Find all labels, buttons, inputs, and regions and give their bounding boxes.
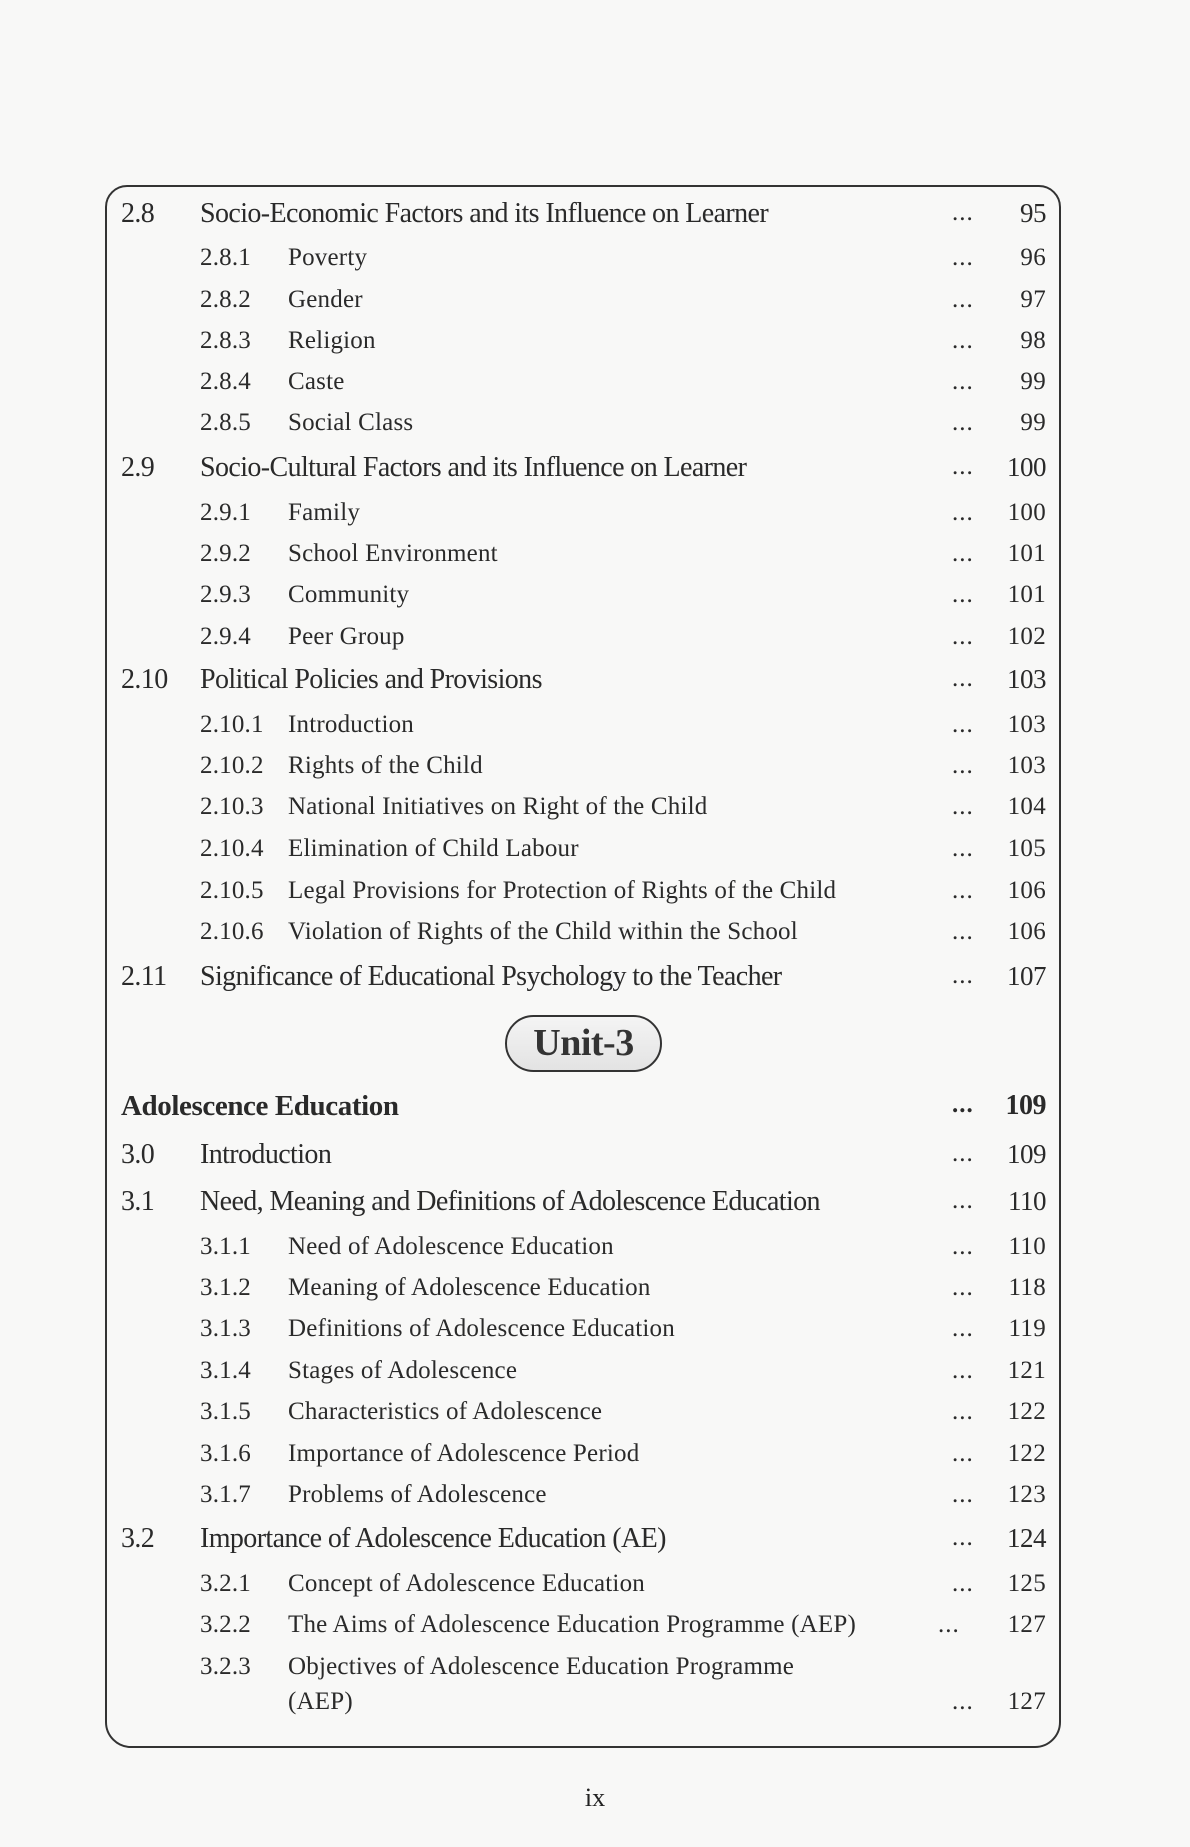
dot-leader: ... — [952, 1140, 974, 1167]
entry-number: 3.1.1 — [200, 1233, 251, 1260]
entry-number: 3.1.5 — [200, 1398, 251, 1425]
toc-entry[interactable] — [0, 454, 1190, 494]
entry-page: 118 — [1008, 1274, 1046, 1301]
dot-leader: ... — [952, 286, 974, 313]
entry-page: 107 — [1007, 961, 1046, 991]
entry-title: Importance of Adolescence Period — [288, 1440, 640, 1467]
toc-entry[interactable] — [0, 1141, 1190, 1181]
entry-number: 3.1.2 — [200, 1274, 251, 1301]
entry-page: 105 — [1007, 835, 1046, 862]
dot-leader: ... — [952, 199, 974, 226]
entry-page: 119 — [1008, 1315, 1046, 1342]
entry-page: 121 — [1007, 1357, 1046, 1384]
dot-leader: ... — [952, 1091, 974, 1118]
entry-page: 104 — [1007, 793, 1046, 820]
toc-entry[interactable] — [0, 541, 1190, 581]
entry-page: 127 — [1007, 1688, 1046, 1715]
entry-number: 3.2.3 — [200, 1653, 251, 1680]
dot-leader: ... — [952, 1315, 974, 1342]
entry-title: Definitions of Adolescence Education — [288, 1315, 675, 1342]
toc-entry[interactable] — [0, 624, 1190, 664]
entry-number: 2.8.4 — [200, 368, 251, 395]
dot-leader: ... — [952, 540, 974, 567]
entry-page: 103 — [1007, 711, 1046, 738]
entry-number: 2.8.3 — [200, 327, 251, 354]
toc-entry[interactable] — [0, 1188, 1190, 1228]
entry-number: 2.8.5 — [200, 409, 251, 436]
toc-entry[interactable] — [0, 1525, 1190, 1565]
entry-title: Objectives of Adolescence Education Programme — [288, 1653, 795, 1680]
toc-entry[interactable] — [0, 1653, 1190, 1715]
entry-title: Gender — [288, 286, 363, 313]
entry-title: Importance of Adolescence Education (AE) — [200, 1523, 666, 1554]
entry-page: 122 — [1007, 1398, 1046, 1425]
dot-leader: ... — [952, 453, 974, 480]
entry-number: 2.11 — [121, 961, 167, 992]
toc-entry[interactable] — [0, 1441, 1190, 1481]
dot-leader: ... — [952, 1481, 974, 1508]
entry-title: Peer Group — [288, 623, 405, 650]
entry-number: 2.9.1 — [200, 499, 251, 526]
entry-title: Political Policies and Provisions — [200, 664, 542, 695]
entry-title: Meaning of Adolescence Education — [288, 1274, 651, 1301]
entry-title: Significance of Educational Psychology to the Teacher — [200, 961, 782, 992]
entry-number: 2.9 — [121, 452, 155, 483]
toc-entry[interactable] — [0, 1234, 1190, 1274]
toc-entry[interactable] — [0, 1275, 1190, 1315]
entry-number: 2.10 — [121, 664, 168, 695]
entry-number: 2.10.3 — [200, 793, 264, 820]
entry-page: 96 — [1020, 244, 1046, 271]
entry-number: 3.1 — [121, 1186, 155, 1217]
entry-page: 102 — [1007, 623, 1046, 650]
entry-number: 2.9.4 — [200, 623, 251, 650]
entry-title: Socio-Cultural Factors and its Influence on Learner — [200, 452, 747, 483]
toc-entry[interactable] — [0, 963, 1190, 1003]
dot-leader: ... — [952, 1274, 974, 1301]
toc-entry[interactable] — [0, 1482, 1190, 1522]
entry-page: 124 — [1007, 1523, 1046, 1553]
entry-title: Characteristics of Adolescence — [288, 1398, 603, 1425]
entry-title: Religion — [288, 327, 376, 354]
entry-title: School Environment — [288, 540, 498, 567]
dot-leader: ... — [952, 244, 974, 271]
dot-leader: ... — [952, 1233, 974, 1260]
entry-number: 3.2 — [121, 1523, 155, 1554]
dot-leader: ... — [952, 1187, 974, 1214]
entry-page: 109 — [1007, 1139, 1046, 1169]
entry-page: 100 — [1007, 499, 1046, 526]
toc-entry[interactable] — [0, 500, 1190, 540]
dot-leader: ... — [952, 711, 974, 738]
entry-page: 125 — [1007, 1570, 1046, 1597]
unit-label: Unit-3 — [505, 1015, 662, 1072]
entry-page: 103 — [1007, 664, 1046, 694]
entry-number: 2.8 — [121, 198, 155, 229]
entry-page: 99 — [1020, 368, 1046, 395]
dot-leader: ... — [938, 1611, 960, 1638]
dot-leader: ... — [952, 368, 974, 395]
dot-leader: ... — [952, 1440, 974, 1467]
entry-number: 2.9.3 — [200, 581, 251, 608]
entry-title: Need of Adolescence Education — [288, 1233, 614, 1260]
toc-entry[interactable] — [0, 666, 1190, 706]
toc-entry[interactable] — [0, 410, 1190, 450]
entry-number: 2.10.5 — [200, 877, 264, 904]
entry-number: 2.8.2 — [200, 286, 251, 313]
entry-page: 110 — [1008, 1186, 1046, 1216]
dot-leader: ... — [952, 665, 974, 692]
entry-number: 3.2.1 — [200, 1570, 251, 1597]
toc-entry[interactable] — [0, 712, 1190, 752]
dot-leader: ... — [952, 327, 974, 354]
dot-leader: ... — [952, 623, 974, 650]
entry-number: 3.1.6 — [200, 1440, 251, 1467]
toc-entry[interactable] — [0, 1399, 1190, 1439]
entry-page: 123 — [1007, 1481, 1046, 1508]
entry-number: 2.10.4 — [200, 835, 264, 862]
entry-title: Elimination of Child Labour — [288, 835, 579, 862]
entry-number: 2.10.6 — [200, 918, 264, 945]
dot-leader: ... — [952, 499, 974, 526]
toc-entry[interactable] — [0, 1612, 1190, 1652]
entry-title: Stages of Adolescence — [288, 1357, 518, 1384]
entry-title: Introduction — [288, 711, 414, 738]
entry-number: 2.9.2 — [200, 540, 251, 567]
dot-leader: ... — [952, 1524, 974, 1551]
entry-page: 98 — [1020, 327, 1046, 354]
dot-leader: ... — [952, 962, 974, 989]
entry-title: Violation of Rights of the Child within the School — [288, 918, 798, 945]
entry-page: 100 — [1007, 452, 1046, 482]
dot-leader: ... — [952, 409, 974, 436]
toc-entry[interactable] — [0, 287, 1190, 327]
toc-entry[interactable] — [0, 1358, 1190, 1398]
entry-page: 97 — [1020, 286, 1046, 313]
entry-title: Socio-Economic Factors and its Influence on Learner — [200, 198, 769, 229]
entry-number: 3.1.4 — [200, 1357, 251, 1384]
entry-page: 99 — [1020, 409, 1046, 436]
entry-number: 2.10.1 — [200, 711, 264, 738]
entry-title: Family — [288, 499, 361, 526]
entry-page: 101 — [1007, 540, 1046, 567]
entry-page: 101 — [1007, 581, 1046, 608]
dot-leader: ... — [952, 793, 974, 820]
entry-title: Legal Provisions for Protection of Rights of the Child — [288, 877, 837, 904]
dot-leader: ... — [952, 1398, 974, 1425]
entry-title: Social Class — [288, 409, 414, 436]
entry-title: Introduction — [200, 1139, 332, 1170]
entry-number: 3.2.2 — [200, 1611, 251, 1638]
toc-entry[interactable] — [0, 245, 1190, 285]
entry-title: Problems of Adolescence — [288, 1481, 547, 1508]
entry-title: Rights of the Child — [288, 752, 483, 779]
toc-entry[interactable] — [0, 919, 1190, 959]
entry-page: 127 — [1007, 1611, 1046, 1638]
entry-number: 2.10.2 — [200, 752, 264, 779]
toc-entry[interactable] — [0, 200, 1190, 240]
entry-page: 103 — [1007, 752, 1046, 779]
entry-title: The Aims of Adolescence Education Programme (AEP) — [288, 1611, 856, 1638]
entry-page: 122 — [1007, 1440, 1046, 1467]
entry-title: Caste — [288, 368, 345, 395]
entry-page: 106 — [1007, 877, 1046, 904]
dot-leader: ... — [952, 1570, 974, 1597]
dot-leader: ... — [952, 918, 974, 945]
unit-heading-page: 109 — [1005, 1090, 1046, 1121]
toc-entry[interactable] — [0, 369, 1190, 409]
unit-heading-row[interactable] — [0, 1092, 1190, 1132]
entry-number: 3.1.3 — [200, 1315, 251, 1342]
dot-leader: ... — [952, 835, 974, 862]
toc-entry[interactable] — [0, 328, 1190, 368]
toc-entry[interactable] — [0, 836, 1190, 876]
entry-page: 106 — [1007, 918, 1046, 945]
entry-page: 110 — [1008, 1233, 1046, 1260]
entry-number: 3.1.7 — [200, 1481, 251, 1508]
dot-leader: ... — [952, 1357, 974, 1384]
dot-leader: ... — [952, 877, 974, 904]
dot-leader: ... — [952, 581, 974, 608]
unit-heading: Adolescence Education — [121, 1090, 399, 1122]
page-number: ix — [584, 1783, 606, 1812]
toc-entry[interactable] — [0, 878, 1190, 918]
entry-title: Need, Meaning and Definitions of Adolescence Education — [200, 1186, 820, 1217]
entry-page: 95 — [1020, 198, 1046, 228]
dot-leader: ... — [952, 752, 974, 779]
toc-entry[interactable] — [0, 1571, 1190, 1611]
entry-title: Poverty — [288, 244, 368, 271]
entry-title: Community — [288, 581, 410, 608]
entry-number: 3.0 — [121, 1139, 155, 1170]
entry-title: Concept of Adolescence Education — [288, 1570, 645, 1597]
entry-title-continued: (AEP) — [288, 1688, 353, 1715]
toc-entry[interactable] — [0, 1316, 1190, 1356]
dot-leader: ... — [952, 1688, 974, 1715]
toc-entry[interactable] — [0, 794, 1190, 834]
entry-number: 2.8.1 — [200, 244, 251, 271]
toc-entry[interactable] — [0, 582, 1190, 622]
toc-entry[interactable] — [0, 753, 1190, 793]
entry-title: National Initiatives on Right of the Child — [288, 793, 708, 820]
